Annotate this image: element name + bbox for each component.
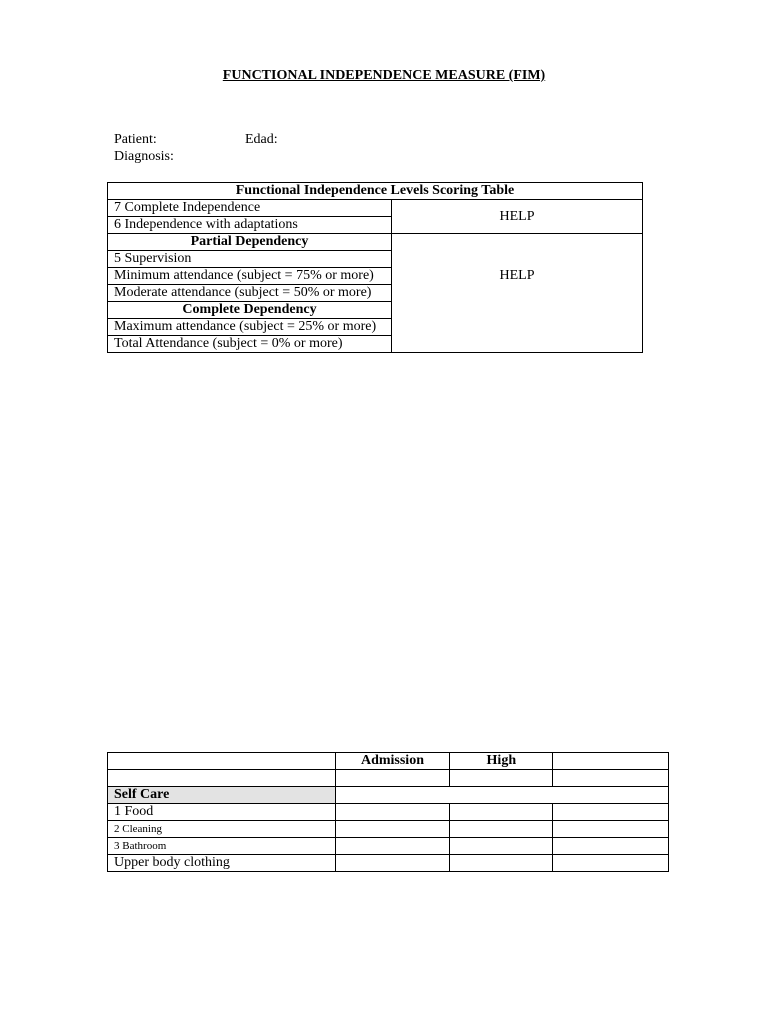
table-row	[108, 234, 643, 251]
column-header	[553, 753, 669, 770]
item-cleaning: 2 Cleaning	[108, 821, 336, 838]
table-row	[108, 770, 669, 787]
activity-header-row	[108, 753, 669, 770]
item-upper-body-clothing: Upper body clothing	[108, 855, 336, 872]
activity-table	[107, 752, 669, 872]
complete-dependency-heading: Complete Dependency	[108, 302, 392, 319]
level-5: 5 Supervision	[108, 251, 392, 268]
score-cell[interactable]	[553, 838, 669, 855]
score-cell[interactable]	[450, 821, 553, 838]
level-2: Maximum attendance (subject = 25% or more)	[108, 319, 392, 336]
column-header-admission: Admission	[335, 753, 450, 770]
empty-cell[interactable]	[553, 770, 669, 787]
help-cell-independence: HELP	[392, 200, 643, 234]
patient-label: Patient:	[114, 132, 157, 147]
item-bathroom: 3 Bathroom	[108, 838, 336, 855]
scoring-header-row	[108, 183, 643, 200]
item-food: 1 Food	[108, 804, 336, 821]
score-cell[interactable]	[335, 838, 450, 855]
table-row	[108, 821, 669, 838]
help-cell-dependency: HELP	[392, 234, 643, 353]
diagnosis-label: Diagnosis:	[114, 149, 174, 164]
level-3: Moderate attendance (subject = 50% or more)	[108, 285, 392, 302]
score-cell[interactable]	[553, 855, 669, 872]
column-header	[108, 753, 336, 770]
score-cell[interactable]	[335, 821, 450, 838]
table-row	[108, 855, 669, 872]
table-row	[108, 804, 669, 821]
scoring-table	[107, 182, 643, 353]
empty-cell[interactable]	[335, 770, 450, 787]
page-title: FUNCTIONAL INDEPENDENCE MEASURE (FIM)	[222, 68, 546, 83]
column-header-high: High	[450, 753, 553, 770]
score-cell[interactable]	[450, 804, 553, 821]
score-cell[interactable]	[450, 855, 553, 872]
section-self-care: Self Care	[108, 787, 336, 804]
empty-cell[interactable]	[335, 787, 668, 804]
table-row	[108, 200, 643, 217]
level-6: 6 Independence with adaptations	[108, 217, 392, 234]
level-4: Minimum attendance (subject = 75% or more)	[108, 268, 392, 285]
score-cell[interactable]	[450, 838, 553, 855]
score-cell[interactable]	[335, 804, 450, 821]
table-row	[108, 787, 669, 804]
score-cell[interactable]	[335, 855, 450, 872]
score-cell[interactable]	[553, 821, 669, 838]
scoring-table-header: Functional Independence Levels Scoring Table	[108, 183, 643, 200]
table-row	[108, 838, 669, 855]
level-1: Total Attendance (subject = 0% or more)	[108, 336, 392, 353]
empty-cell[interactable]	[450, 770, 553, 787]
level-7: 7 Complete Independence	[108, 200, 392, 217]
age-label: Edad:	[245, 132, 278, 147]
empty-cell[interactable]	[108, 770, 336, 787]
partial-dependency-heading: Partial Dependency	[108, 234, 392, 251]
score-cell[interactable]	[553, 804, 669, 821]
